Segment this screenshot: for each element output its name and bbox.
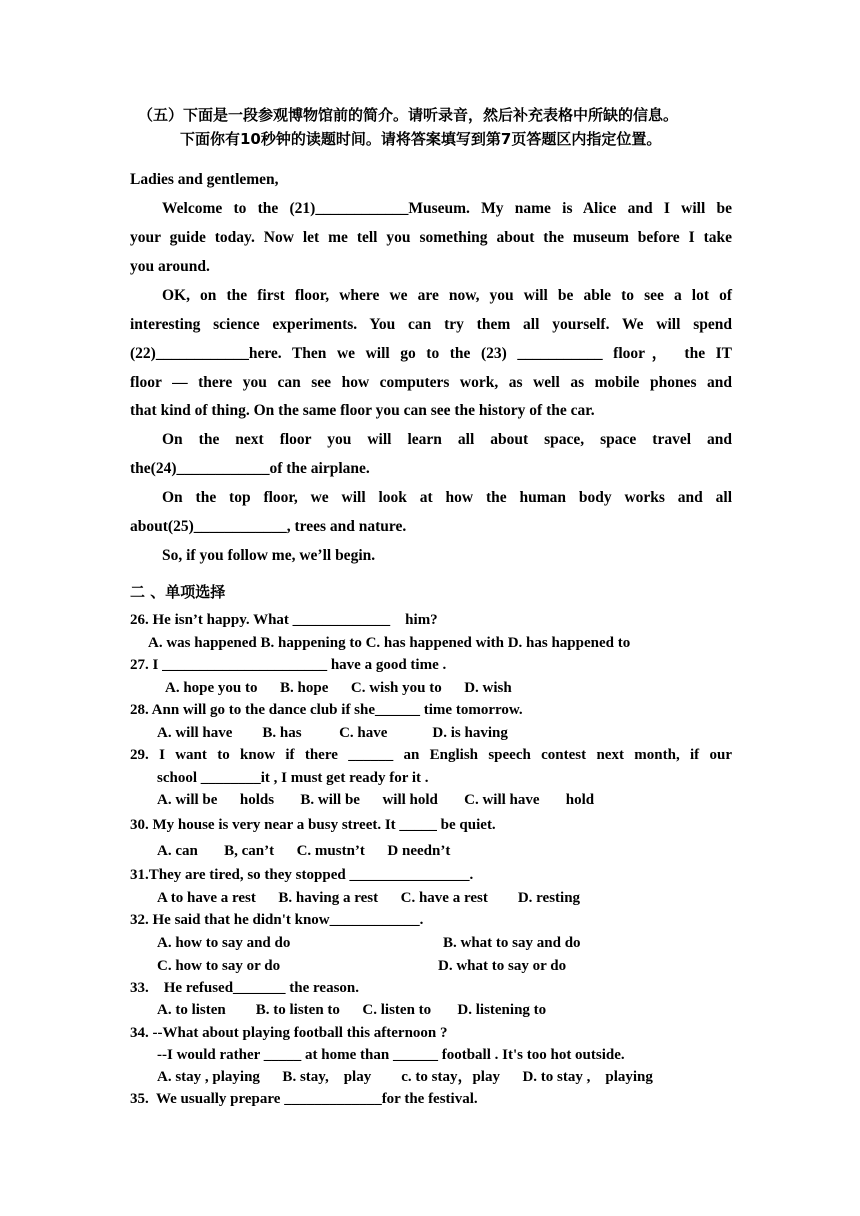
passage-line: Welcome to the (21)____________Museum. My name is Alice and I will be — [162, 200, 732, 217]
passage-line: (22)____________here. Then we will go to the (23) ___________ floor， the IT — [130, 345, 732, 362]
option-line: A. can B, can’t C. mustn’t D needn’t — [157, 843, 451, 859]
passage-line: about(25)____________, trees and nature. — [130, 518, 407, 535]
question-line: 29. I want to know if there ______ an English speech contest next month, if our — [130, 747, 732, 763]
question-line: --I would rather _____ at home than ______ football . It's too hot outside. — [157, 1047, 625, 1063]
question-line: 27. I ______________________ have a good time . — [130, 657, 447, 673]
question-line: 32. He said that he didn't know____________. — [130, 912, 424, 928]
section2-heading: 二 、单项选择 — [130, 583, 226, 601]
passage-line: the(24)____________of the airplane. — [130, 460, 370, 477]
option-line: B. what to say and do — [443, 935, 581, 951]
passage-line: OK, on the first floor, where we are now, you will be able to see a lot of — [162, 287, 732, 304]
question-line: 26. He isn’t happy. What _____________ him? — [130, 612, 438, 628]
option-line: A. stay , playing B. stay, play c. to stay，play D. to stay , playing — [157, 1069, 653, 1085]
option-line: A. to listen B. to listen to C. listen to D. listening to — [157, 1002, 547, 1018]
passage-line: On the next floor you will learn all about space, space travel and — [162, 431, 732, 448]
question-line: 33. He refused_______ the reason. — [130, 980, 360, 996]
question-line: 28. Ann will go to the dance club if she______ time tomorrow. — [130, 702, 523, 718]
section5-heading-line2: 下面你有10秒钟的读题时间。请将答案填写到第7页答题区内指定位置。 — [180, 130, 662, 148]
option-line: A to have a rest B. having a rest C. have a rest D. resting — [157, 890, 581, 906]
passage-line: Ladies and gentlemen, — [130, 171, 279, 188]
option-line: D. what to say or do — [438, 958, 567, 974]
option-line: A. hope you to B. hope C. wish you to D. wish — [165, 680, 512, 696]
passage-line: On the top floor, we will look at how the human body works and all — [162, 489, 732, 506]
passage-line: floor — there you can see how computers work, as well as mobile phones and — [130, 374, 732, 391]
passage-line: you around. — [130, 258, 210, 275]
passage-line: that kind of thing. On the same floor you can see the history of the car. — [130, 402, 595, 419]
passage-line: your guide today. Now let me tell you something about the museum before I take — [130, 229, 732, 246]
option-line: A. will have B. has C. have D. is having — [157, 725, 508, 741]
option-line: A. how to say and do — [157, 935, 291, 951]
question-line: 31.They are tired, so they stopped ________________. — [130, 867, 474, 883]
question-line: 30. My house is very near a busy street. It _____ be quiet. — [130, 817, 496, 833]
option-line: A. was happened B. happening to C. has happened with D. has happened to — [148, 635, 631, 651]
option-line: C. how to say or do — [157, 958, 281, 974]
question-line: school ________it , I must get ready for it . — [157, 770, 429, 786]
passage-line: interesting science experiments. You can try them all yourself. We will spend — [130, 316, 732, 333]
section5-heading-line1: （五）下面是一段参观博物馆前的简介。请听录音，然后补充表格中所缺的信息。 — [138, 106, 679, 124]
question-line: 35. We usually prepare _____________for the festival. — [130, 1091, 478, 1107]
question-line: 34. --What about playing football this afternoon ? — [130, 1025, 448, 1041]
passage-line: So, if you follow me, we’ll begin. — [162, 547, 376, 564]
option-line: A. will be holds B. will be will hold C. will have hold — [157, 792, 595, 808]
